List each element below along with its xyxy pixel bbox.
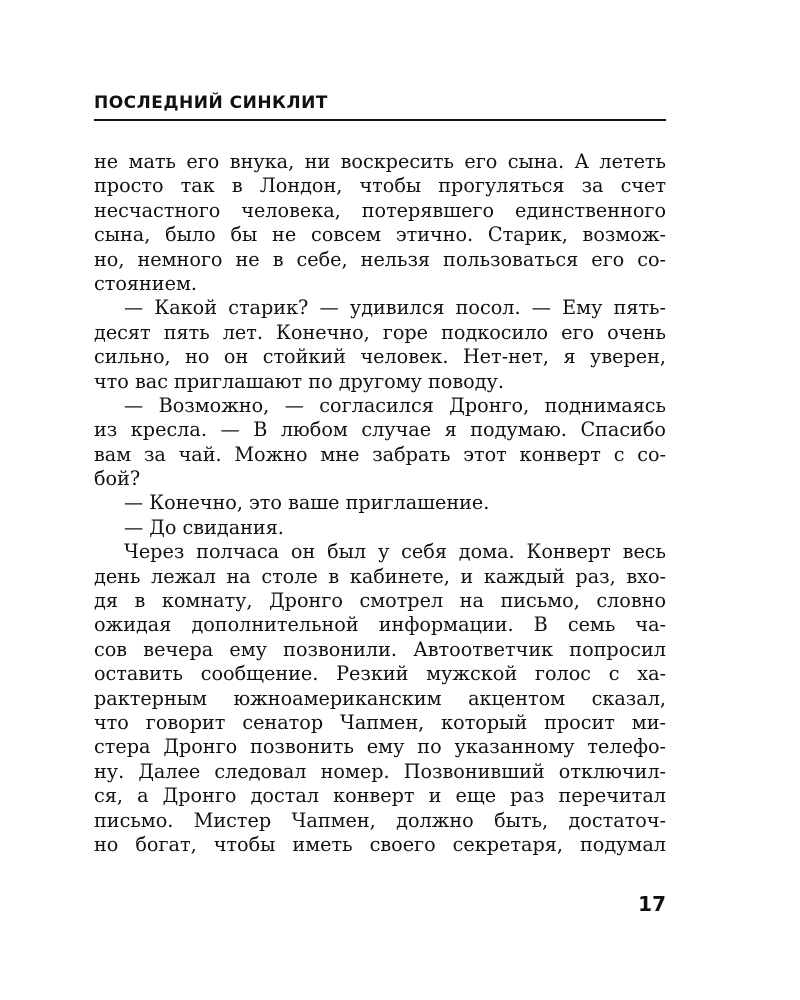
text-line: ну. Далее следовал номер. Позвонивший отключил- bbox=[94, 759, 666, 783]
text-line: дя в комнату, Дронго смотрел на письмо, словно bbox=[94, 589, 666, 613]
header-rule bbox=[94, 119, 666, 121]
text-line: не мать его внука, ни воскресить его сына. А лететь bbox=[94, 150, 666, 173]
page-number: 17 bbox=[638, 892, 666, 916]
text-line: что говорит сенатор Чапмен, который просит ми- bbox=[94, 710, 666, 734]
text-line: сына, было бы не совсем этично. Старик, возмож- bbox=[94, 223, 666, 247]
text-line: — Конечно, это ваше приглашение. bbox=[124, 491, 490, 515]
text-line: стера Дронго позвонить ему по указанному телефо- bbox=[94, 735, 666, 759]
text-line: рактерным южноамериканским акцентом сказал, bbox=[94, 686, 666, 710]
text-line: но богат, чтобы иметь своего секретаря, подумал bbox=[94, 832, 666, 856]
text-line: десят пять лет. Конечно, горе подкосило его очень bbox=[94, 320, 666, 344]
text-line: Через полчаса он был у себя дома. Конверт весь bbox=[124, 540, 666, 564]
text-line: сов вечера ему позвонили. Автоответчик попросил bbox=[94, 637, 666, 661]
text-line: день лежал на столе в кабинете, и каждый раз, вхо- bbox=[94, 564, 666, 588]
text-line: что вас приглашают по другому поводу. bbox=[94, 369, 504, 393]
body-text bbox=[94, 150, 666, 857]
running-head-title: ПОСЛЕДНИЙ СИНКЛИТ bbox=[94, 93, 328, 113]
text-line: стоянием. bbox=[94, 271, 197, 295]
text-line: несчастного человека, потерявшего единственного bbox=[94, 198, 666, 222]
text-line: письмо. Мистер Чапмен, должно быть, достаточ- bbox=[94, 808, 666, 832]
text-line: оставить сообщение. Резкий мужской голос с ха- bbox=[94, 662, 666, 686]
text-line: — Возможно, — согласился Дронго, поднимаясь bbox=[124, 393, 666, 417]
text-line: бой? bbox=[94, 467, 141, 491]
text-line: ся, а Дронго достал конверт и еще раз перечитал bbox=[94, 784, 666, 808]
text-line: из кресла. — В любом случае я подумаю. Спасибо bbox=[94, 418, 666, 442]
text-line: — До свидания. bbox=[124, 515, 284, 539]
text-line: просто так в Лондон, чтобы прогуляться за счет bbox=[94, 174, 666, 198]
text-line: сильно, но он стойкий человек. Нет-нет, я уверен, bbox=[94, 345, 666, 369]
text-line: но, немного не в себе, нельзя пользоваться его со- bbox=[94, 247, 666, 271]
text-line: вам за чай. Можно мне забрать этот конверт с со- bbox=[94, 442, 666, 466]
text-line: ожидая дополнительной информации. В семь ча- bbox=[94, 613, 666, 637]
text-line: — Какой старик? — удивился посол. — Ему пять- bbox=[124, 296, 666, 320]
